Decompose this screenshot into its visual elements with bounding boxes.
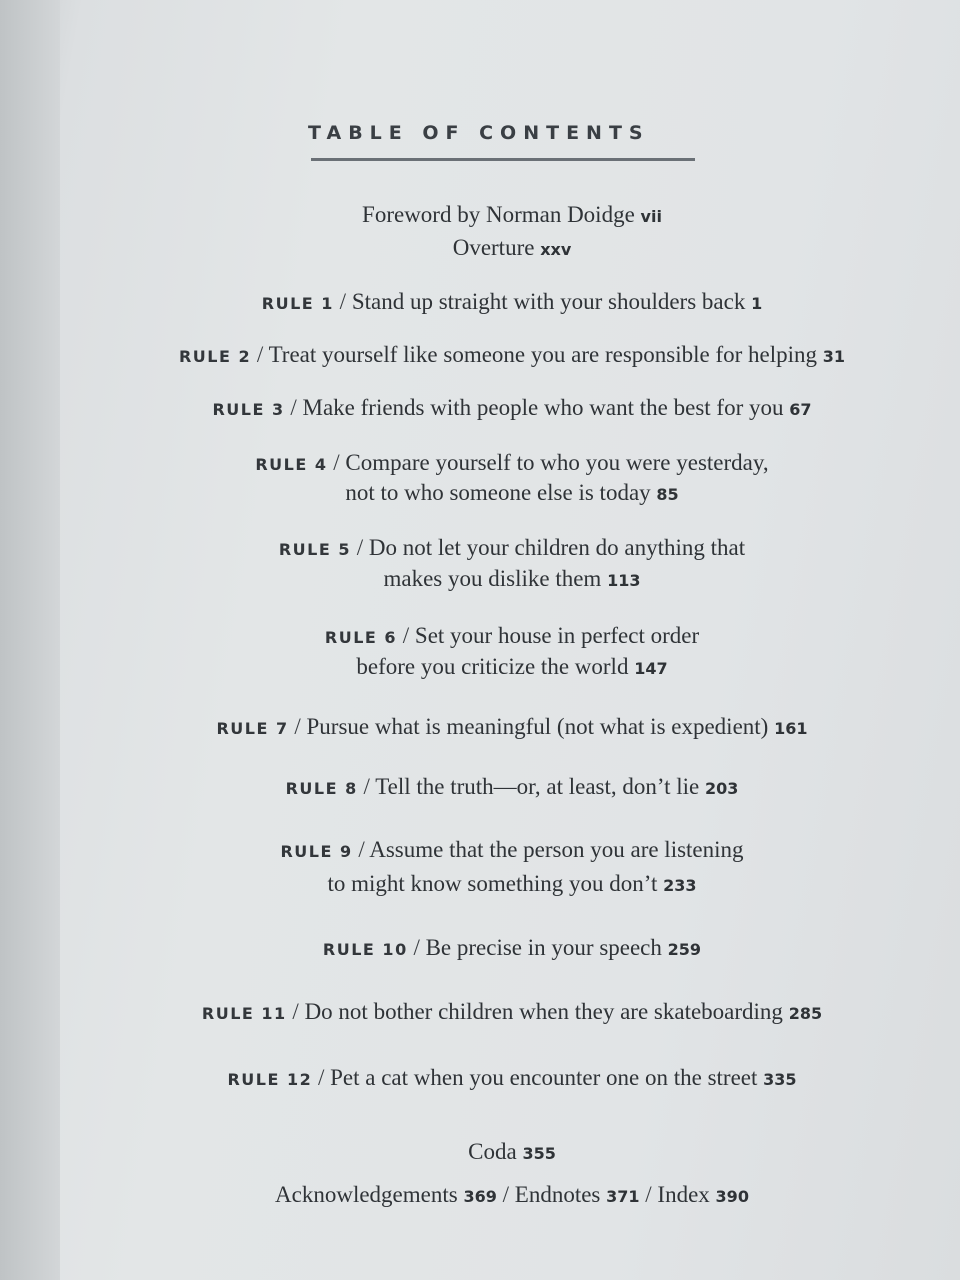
rule-text: before you criticize the world — [356, 654, 629, 679]
rule-text: Treat yourself like someone you are responsible for helping — [268, 342, 818, 367]
toc-entry-rule-12 — [0, 1063, 960, 1095]
toc-entry-rule-4 — [0, 448, 960, 480]
page-number: 233 — [663, 876, 697, 895]
rule-text: Set your house in perfect order — [414, 623, 700, 648]
rule-text: Pursue what is meaningful (not what is expedient) — [306, 714, 769, 739]
title-underline — [311, 158, 695, 161]
rule-label: RULE 11 — [201, 1004, 287, 1023]
toc-entry-coda — [0, 1137, 960, 1169]
rule-text: to might know something you don’t — [327, 871, 658, 896]
toc-entry-rule-6-cont — [0, 652, 960, 684]
page-number: 369 — [463, 1187, 497, 1206]
rule-label: RULE 9 — [280, 842, 353, 861]
rule-label: RULE 7 — [216, 719, 289, 738]
toc-entry-rule-6 — [0, 621, 960, 653]
separator: / — [333, 450, 340, 475]
toc-entry-back-matter — [0, 1180, 960, 1212]
separator: / — [402, 623, 410, 648]
page-number: 285 — [788, 1004, 823, 1023]
page-number: vii — [640, 207, 662, 226]
toc-entry-rule-9 — [0, 835, 960, 867]
rule-text: Tell the truth—or, at least, don’t lie — [375, 774, 700, 799]
entry-text: Coda — [468, 1139, 517, 1164]
toc-entry-rule-7 — [0, 712, 960, 744]
rule-text: makes you dislike them — [383, 566, 602, 591]
toc-entry-overture — [0, 233, 960, 265]
entry-text-index: Index — [657, 1182, 710, 1207]
separator: / — [290, 395, 297, 420]
separator: / — [502, 1182, 510, 1207]
rule-text: Do not let your children do anything that — [368, 535, 746, 560]
page-number: 147 — [634, 659, 668, 678]
rule-text: Pet a cat when you encounter one on the street — [330, 1065, 758, 1090]
toc-entry-rule-5-cont — [0, 564, 960, 596]
toc-entry-rule-9-cont — [0, 869, 960, 901]
toc-entry-rule-10 — [0, 933, 960, 965]
rule-label: RULE 12 — [227, 1070, 313, 1089]
toc-entry-rule-11 — [0, 997, 960, 1029]
rule-label: RULE 10 — [322, 940, 408, 959]
separator: / — [356, 535, 364, 560]
toc-entry-rule-4-cont — [0, 478, 960, 510]
page-number: 371 — [606, 1187, 640, 1206]
entry-text: Foreword by Norman Doidge — [362, 202, 635, 227]
rule-label: RULE 8 — [285, 779, 358, 798]
rule-text: Compare yourself to who you were yesterday, — [345, 450, 769, 475]
page-number: 355 — [522, 1144, 556, 1163]
entry-text-acknowledgements: Acknowledgements — [275, 1182, 458, 1207]
entry-text: Overture — [452, 235, 535, 260]
page-number: 31 — [822, 347, 846, 366]
entry-text-endnotes: Endnotes — [514, 1182, 601, 1207]
rule-text: Stand up straight with your shoulders back — [351, 289, 746, 314]
rule-label: RULE 3 — [212, 400, 285, 419]
separator: / — [413, 935, 420, 960]
page-number: 113 — [607, 571, 641, 590]
rule-label: RULE 5 — [278, 540, 351, 559]
page-number: 203 — [705, 779, 739, 798]
rule-text: Make friends with people who want the best for you — [302, 395, 784, 420]
page-number: 1 — [751, 294, 763, 313]
separator: / — [339, 289, 347, 314]
page-number: 259 — [667, 940, 702, 959]
separator: / — [358, 837, 365, 862]
rule-label: RULE 2 — [178, 347, 252, 366]
page-number: 67 — [789, 400, 812, 419]
separator: / — [292, 999, 299, 1024]
toc-entry-rule-5 — [0, 533, 960, 565]
separator: / — [256, 342, 264, 367]
toc-title: TABLE OF CONTENTS — [308, 122, 650, 144]
rule-label: RULE 1 — [261, 294, 334, 313]
rule-text: Do not bother children when they are skateboarding — [304, 999, 783, 1024]
page-number: 335 — [763, 1070, 797, 1089]
rule-text: Be precise in your speech — [425, 935, 662, 960]
page-number: xxv — [540, 240, 572, 259]
page-number: 85 — [656, 485, 679, 504]
toc-entry-rule-3 — [0, 393, 960, 425]
separator: / — [317, 1065, 325, 1090]
rule-label: RULE 4 — [255, 455, 328, 474]
page-number: 161 — [774, 719, 808, 738]
separator: / — [294, 714, 301, 739]
toc-entry-rule-8 — [0, 772, 960, 804]
toc-entry-foreword — [0, 200, 960, 232]
separator: / — [363, 774, 370, 799]
toc-entry-rule-2 — [0, 340, 960, 372]
page-number: 390 — [715, 1187, 749, 1206]
rule-text: not to who someone else is today — [345, 480, 651, 505]
toc-entry-rule-1 — [0, 287, 960, 319]
rule-text: Assume that the person you are listening — [369, 837, 744, 862]
separator: / — [645, 1182, 652, 1207]
rule-label: RULE 6 — [324, 628, 398, 647]
